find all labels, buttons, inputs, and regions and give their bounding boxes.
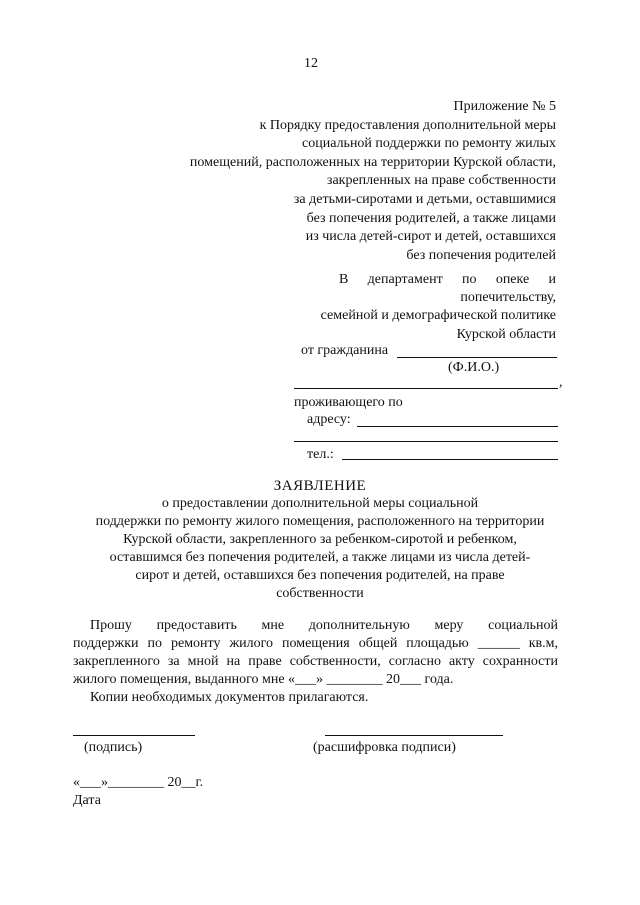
address-input-line[interactable] <box>357 426 558 427</box>
signature-caption: (подпись) <box>84 740 143 755</box>
fio-caption: (Ф.И.О.) <box>448 360 500 375</box>
signature-input-line[interactable] <box>73 735 195 736</box>
date-label: Дата <box>73 793 101 808</box>
appendix-block <box>190 98 556 265</box>
addressee-line-2: попечительству, <box>460 290 556 305</box>
page-number: 12 <box>304 56 318 71</box>
body-line-5: Копии необходимых документов прилагаются. <box>90 690 369 705</box>
fio-continuation-line[interactable] <box>294 388 558 389</box>
body-line-4: жилого помещения, выданного мне «___» ________ 20___ года. <box>73 672 454 687</box>
body-line-3: закрепленного за мной на праве собственности, согласно акту сохранности <box>73 654 558 669</box>
subtitle-line: оставшимся без попечения родителей, а также лицами из числа детей- <box>109 550 531 565</box>
appendix-line: Приложение № 5 <box>453 99 556 114</box>
appendix-line: социальной поддержки по ремонту жилых <box>302 136 556 152</box>
appendix-line: без попечения родителей <box>406 247 556 263</box>
signature-decode-caption: (расшифровка подписи) <box>313 740 456 755</box>
address-continuation-line[interactable] <box>294 441 558 442</box>
subtitle-line: поддержки по ремонту жилого помещения, расположенного на территории <box>95 514 545 529</box>
subtitle-line: собственности <box>276 586 364 601</box>
statement-subtitle <box>0 495 640 603</box>
appendix-line: без попечения родителей, а также лицами <box>306 210 556 226</box>
appendix-line: закрепленных на праве собственности <box>326 173 556 189</box>
residing-label: проживающего по <box>294 395 403 410</box>
body-line-2: поддержки по ремонту жилого помещения общей площадью ______ кв.м, <box>73 636 558 651</box>
subtitle-line: о предоставлении дополнительной меры социальной <box>161 496 479 511</box>
from-citizen-label: от гражданина <box>301 343 389 358</box>
appendix-line: к Порядку предоставления дополнительной меры <box>259 117 556 133</box>
phone-input-line[interactable] <box>342 459 558 460</box>
appendix-line: из числа детей-сирот и детей, оставшихся <box>305 229 556 245</box>
address-label: адресу: <box>307 412 351 427</box>
appendix-line: помещений, расположенных на территории Курской области, <box>189 154 556 170</box>
addressee-line-4: Курской области <box>456 327 556 342</box>
addressee-line-1: В департамент по опеке и <box>339 272 556 287</box>
subtitle-line: Курской области, закрепленного за ребенком-сиротой и ребенком, <box>123 532 517 547</box>
subtitle-line: сирот и детей, оставшихся без попечения родителей, на праве <box>135 568 505 583</box>
phone-label: тел.: <box>307 447 334 462</box>
body-line-1: Прошу предоставить мне дополнительную меру социальной <box>90 618 558 633</box>
date-field[interactable]: «___»________ 20__г. <box>73 775 204 790</box>
addressee-line-3: семейной и демографической политике <box>320 308 556 323</box>
fio-input-line[interactable] <box>397 357 557 358</box>
appendix-line: за детьми-сиротами и детьми, оставшимися <box>293 191 556 207</box>
comma-mark: , <box>559 375 563 390</box>
statement-title: ЗАЯВЛЕНИЕ <box>273 478 367 494</box>
signature-decode-input-line[interactable] <box>325 735 503 736</box>
